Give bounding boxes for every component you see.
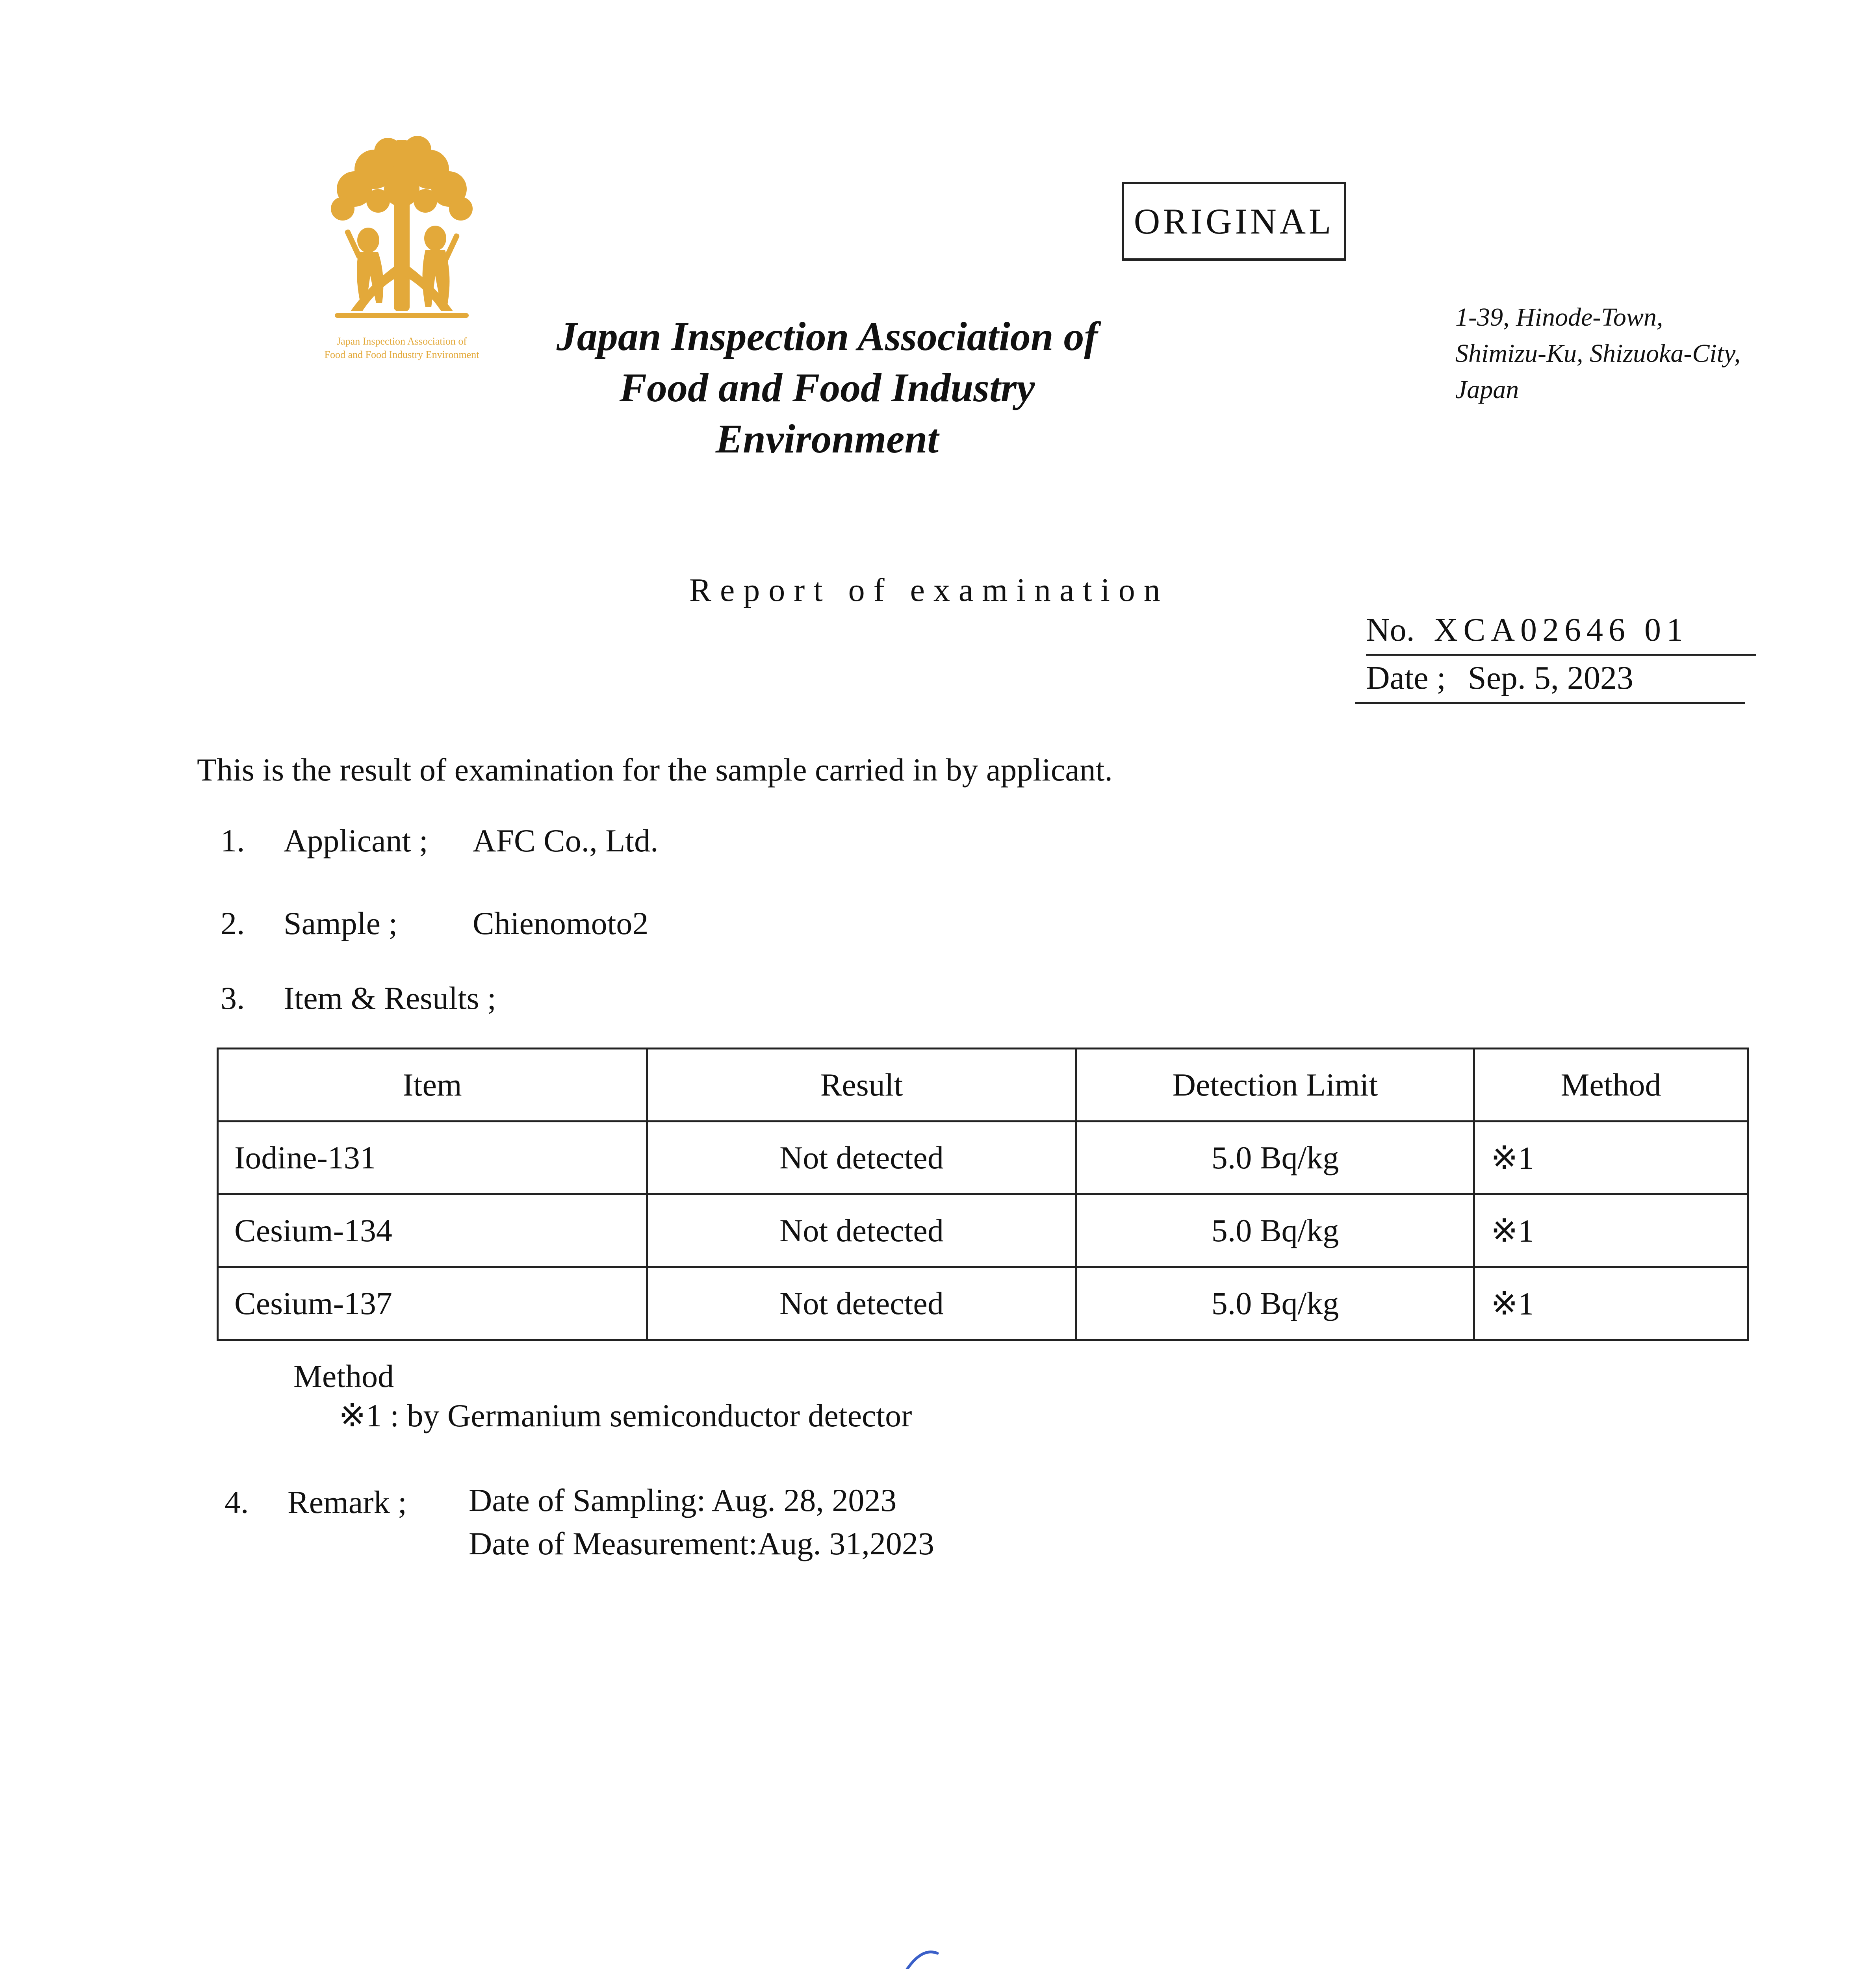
column-header-detection-limit: Detection Limit — [1076, 1049, 1474, 1122]
table-row — [218, 1267, 1748, 1340]
item-label: Item & Results ; — [284, 980, 496, 1016]
item-applicant — [221, 819, 659, 862]
cell-result: Not detected — [647, 1267, 1076, 1340]
remark-measurement-date: Date of Measurement:Aug. 31,2023 — [469, 1526, 934, 1561]
remark-heading — [225, 1481, 407, 1524]
report-date-label: Date ; — [1366, 660, 1446, 696]
address-line1: 1-39, Hinode-Town, — [1455, 303, 1663, 332]
organization-name — [551, 311, 1103, 465]
item-value: AFC Co., Ltd. — [473, 823, 659, 858]
cell-item: Cesium-134 — [218, 1194, 647, 1267]
logo-caption-line1: Japan Inspection Association of — [337, 336, 467, 347]
item-number: 3. — [221, 980, 245, 1016]
inspector-signature — [733, 1930, 1481, 1969]
remark-details — [469, 1479, 934, 1565]
intro-text: This is the result of examination for the sample carried in by applicant. — [197, 752, 1113, 788]
cell-method: ※1 — [1474, 1267, 1748, 1340]
item-value: Chienomoto2 — [473, 905, 649, 941]
method-note: ※1 : by Germanium semiconductor detector — [339, 1398, 912, 1433]
report-number-label: No. — [1366, 612, 1415, 648]
logo-caption-line2: Food and Food Industry Environment — [324, 349, 479, 360]
cell-result: Not detected — [647, 1122, 1076, 1194]
method-title: Method — [293, 1358, 394, 1394]
cell-method: ※1 — [1474, 1194, 1748, 1267]
address-line3: Japan — [1455, 375, 1519, 404]
remark-number: 4. — [225, 1484, 249, 1520]
item-label: Sample ; — [284, 905, 398, 941]
column-header-method: Method — [1474, 1049, 1748, 1122]
organization-name-line2: Food and Food Industry Environment — [619, 365, 1035, 462]
item-number: 2. — [221, 905, 245, 941]
cell-item: Iodine-131 — [218, 1122, 647, 1194]
remark-label: Remark ; — [288, 1484, 407, 1520]
address-line2: Shimizu-Ku, Shizuoka-City, — [1455, 339, 1741, 368]
original-stamp: ORIGINAL — [1122, 182, 1346, 261]
organization-name-line1: Japan Inspection Association of — [556, 314, 1098, 359]
remark-sampling-date: Date of Sampling: Aug. 28, 2023 — [469, 1482, 897, 1518]
table-header-row — [218, 1049, 1748, 1122]
report-number — [1366, 606, 1756, 656]
report-date — [1355, 654, 1745, 704]
item-label: Applicant ; — [284, 823, 428, 858]
cell-item: Cesium-137 — [218, 1267, 647, 1340]
cell-detection-limit: 5.0 Bq/kg — [1076, 1267, 1474, 1340]
item-number: 1. — [221, 823, 245, 858]
table-row — [218, 1122, 1748, 1194]
report-date-value: Sep. 5, 2023 — [1468, 660, 1633, 696]
tree-figures-logo-icon — [299, 134, 504, 331]
table-row — [218, 1194, 1748, 1267]
cell-result: Not detected — [647, 1194, 1076, 1267]
column-header-item: Item — [218, 1049, 647, 1122]
organization-address — [1455, 299, 1741, 408]
cell-detection-limit: 5.0 Bq/kg — [1076, 1194, 1474, 1267]
cell-detection-limit: 5.0 Bq/kg — [1076, 1122, 1474, 1194]
results-table — [217, 1048, 1749, 1341]
organization-logo — [260, 134, 544, 370]
report-number-value: XCA02646 01 — [1434, 612, 1689, 648]
cell-method: ※1 — [1474, 1122, 1748, 1194]
column-header-result: Result — [647, 1049, 1076, 1122]
report-title: Report of examination — [689, 572, 1169, 608]
item-sample — [221, 902, 648, 945]
item-results-heading — [221, 977, 496, 1020]
